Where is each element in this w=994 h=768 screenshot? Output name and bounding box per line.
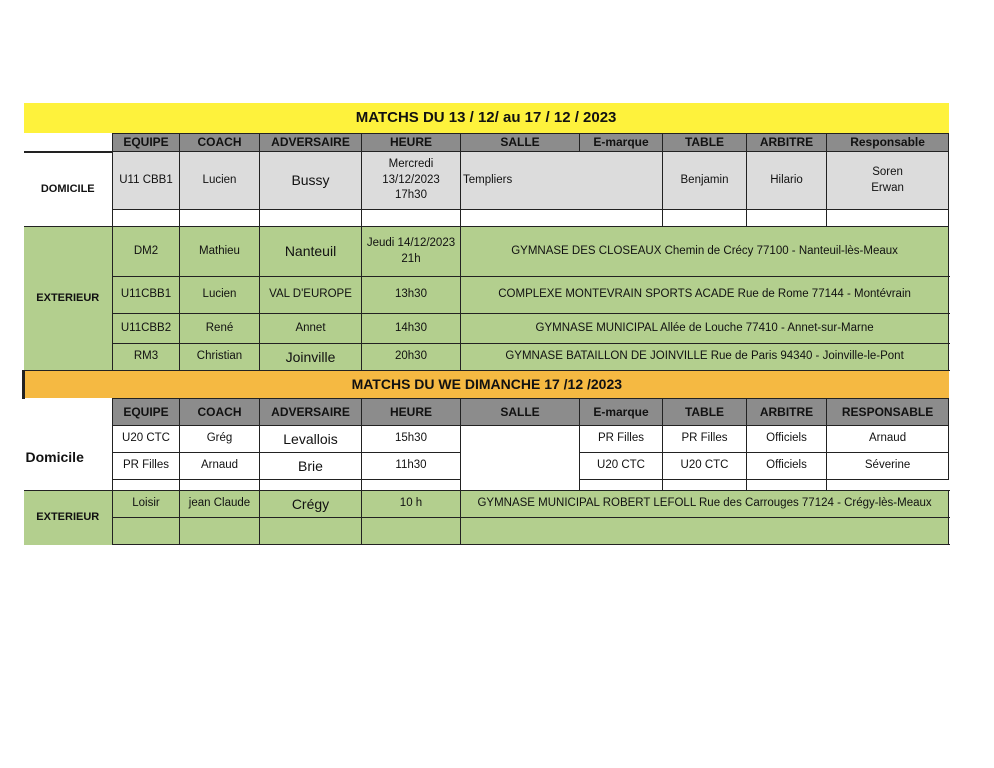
cell-arbitre — [827, 152, 949, 210]
heure-line: 17h30 — [395, 189, 427, 202]
cell-salle: Templiers — [461, 152, 663, 210]
header-adversaire: ADVERSAIRE — [260, 134, 362, 152]
cell-salle-empty — [461, 426, 580, 491]
header-table: TABLE — [663, 134, 747, 152]
header-equipe: EQUIPE — [113, 399, 180, 426]
header-equipe: EQUIPE — [113, 134, 180, 152]
heure-line: 21h — [401, 252, 421, 265]
cell-responsable: Séverine — [827, 453, 949, 480]
cell-table: PR Filles — [663, 426, 747, 453]
cell-adversaire: Brie — [260, 453, 362, 480]
table-row — [24, 314, 949, 344]
header-responsable: RESPONSABLE — [827, 399, 949, 426]
header-arbitre: ARBITRE — [747, 399, 827, 426]
arbitre-line: Erwan — [871, 181, 904, 194]
table-row-empty — [24, 210, 949, 227]
header-heure: HEURE — [362, 399, 461, 426]
cell-responsable: Arnaud — [827, 426, 949, 453]
heure-line: 13/12/2023 — [382, 173, 440, 186]
cell-heure: 15h30 — [362, 426, 461, 453]
cell-equipe: PR Filles — [113, 453, 180, 480]
arbitre-line: Soren — [872, 165, 903, 178]
cell-equipe: U11CBB1 — [113, 277, 180, 314]
header-emarque: E-marque — [580, 399, 663, 426]
cell-emarque: Benjamin — [663, 152, 747, 210]
cell-arbitre: Officiels — [747, 426, 827, 453]
week-title: MATCHS DU 13 / 12/ au 17 / 12 / 2023 — [24, 103, 949, 134]
cell-heure — [362, 227, 461, 277]
cell-adversaire: Bussy — [260, 152, 362, 210]
table-row-empty — [24, 518, 949, 545]
header-arbitre: ARBITRE — [747, 134, 827, 152]
cell-equipe: U11 CBB1 — [113, 152, 180, 210]
weekend-header-row — [24, 399, 949, 426]
table-row — [24, 152, 949, 210]
header-salle: SALLE — [461, 134, 580, 152]
cell-emarque: U20 CTC — [580, 453, 663, 480]
cell-coach: Arnaud — [180, 453, 260, 480]
cell-coach: Mathieu — [180, 227, 260, 277]
cell-equipe: U11CBB2 — [113, 314, 180, 344]
heure-line: Jeudi 14/12/2023 — [366, 236, 456, 249]
domicile-label: Domicile — [25, 449, 84, 466]
table-row — [24, 277, 949, 314]
table-row — [24, 344, 949, 371]
cell-heure: 20h30 — [362, 344, 461, 371]
cell-emarque: PR Filles — [580, 426, 663, 453]
cell-lieu: GYMNASE BATAILLON DE JOINVILLE Rue de Paris 94340 - Joinville-le-Pont — [461, 344, 949, 371]
heure-line: Mercredi — [388, 158, 434, 171]
cell-lieu: GYMNASE DES CLOSEAUX Chemin de Crécy 77100 - Nanteuil-lès-Meaux — [461, 227, 949, 277]
cell-table: U20 CTC — [663, 453, 747, 480]
header-coach: COACH — [180, 399, 260, 426]
cell-coach: jean Claude — [180, 491, 260, 518]
header-emarque: E-marque — [580, 134, 663, 152]
cell-heure: 13h30 — [362, 277, 461, 314]
cell-adversaire: Crégy — [260, 491, 362, 518]
cell-adversaire: Joinville — [260, 344, 362, 371]
table-row — [24, 227, 949, 277]
cell-lieu: GYMNASE MUNICIPAL Allée de Louche 77410 - Annet-sur-Marne — [461, 314, 949, 344]
cell-heure — [362, 152, 461, 210]
cell-lieu: COMPLEXE MONTEVRAIN SPORTS ACADE Rue de Rome 77144 - Montévrain — [461, 277, 949, 314]
cell-coach: René — [180, 314, 260, 344]
cell-equipe: DM2 — [113, 227, 180, 277]
table-row — [24, 426, 949, 453]
cell-adversaire: VAL D'EUROPE — [260, 277, 362, 314]
week-header-row — [24, 134, 949, 152]
exterieur-label: EXTERIEUR — [24, 491, 113, 545]
cell-heure: 10 h — [362, 491, 461, 518]
weekend-title-row — [24, 371, 949, 399]
header-salle: SALLE — [461, 399, 580, 426]
header-coach: COACH — [180, 134, 260, 152]
cell-adversaire: Annet — [260, 314, 362, 344]
cell-coach: Lucien — [180, 152, 260, 210]
header-responsable: Responsable — [827, 134, 949, 152]
domicile-label: DOMICILE — [24, 152, 113, 227]
header-table: TABLE — [663, 399, 747, 426]
exterieur-label: EXTERIEUR — [24, 227, 113, 371]
cell-equipe: U20 CTC — [113, 426, 180, 453]
schedule-table — [22, 103, 949, 545]
cell-coach: Grég — [180, 426, 260, 453]
cell-lieu: GYMNASE MUNICIPAL ROBERT LEFOLL Rue des Carrouges 77124 - Crégy-lès-Meaux — [461, 491, 949, 518]
cell-coach: Lucien — [180, 277, 260, 314]
cell-heure: 11h30 — [362, 453, 461, 480]
cell-equipe: Loisir — [113, 491, 180, 518]
cell-table: Hilario — [747, 152, 827, 210]
cell-coach: Christian — [180, 344, 260, 371]
cell-heure: 14h30 — [362, 314, 461, 344]
week-title-row — [24, 103, 949, 134]
weekend-title: MATCHS DU WE DIMANCHE 17 /12 /2023 — [24, 371, 949, 399]
table-row — [24, 491, 949, 518]
header-heure: HEURE — [362, 134, 461, 152]
cell-equipe: RM3 — [113, 344, 180, 371]
cell-adversaire: Nanteuil — [260, 227, 362, 277]
cell-arbitre: Officiels — [747, 453, 827, 480]
header-adversaire: ADVERSAIRE — [260, 399, 362, 426]
cell-adversaire: Levallois — [260, 426, 362, 453]
